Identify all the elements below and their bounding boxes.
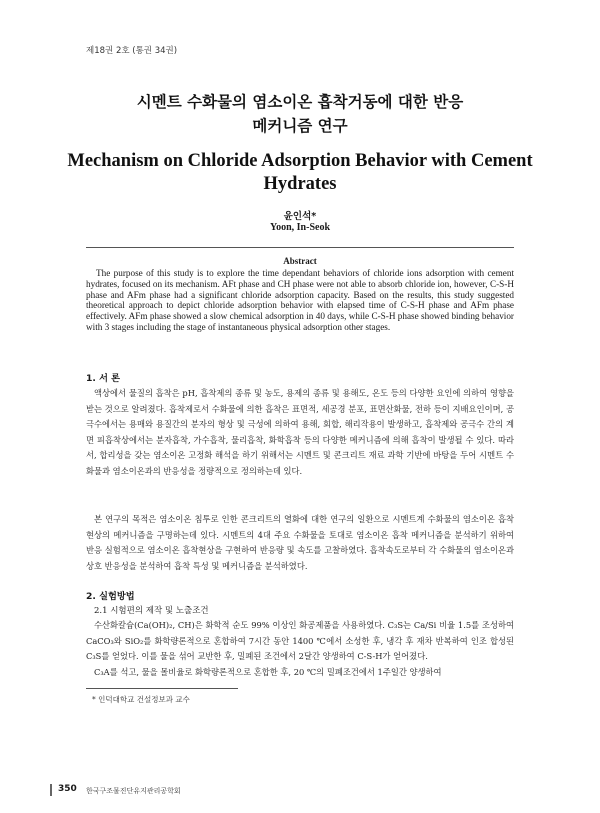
section-introduction-heading: 1. 서 론 [86,373,121,384]
footer-bar [50,784,52,796]
methods-paragraph-1: 수산화칼슘(Ca(OH)₂, CH)은 화학적 순도 99% 이상인 화공제품을 사용하였다. C₃S는 Ca/Si 비율 1.5를 조성하여 CaCO₃와 SiO₂를 화학량론적으로 혼합하여 7시간 동안 1400 ℃에서 소성한 후, 냉각 후 재차 반복하여 인조 합성된 C₃S를 얻었다. 이를 물을 섞어 교반한 후, 밀폐된 조건에서 2달간 양생하여 C-S-H가 얻어졌다. [86,620,514,662]
abstract-top-rule [86,247,514,248]
english-title-line2: Hydrates [263,174,337,194]
introduction-paragraph-2: 본 연구의 목적은 염소이온 침투로 인한 콘크리트의 열화에 대한 연구의 일환으로 시멘트계 수화물의 염소이온 흡착 현상의 메커니즘을 구명하는데 있다. 시멘트의 4대 주요 수화물을 토대로 염소이온 흡착 메커니즘을 분석하기 위하여 반응 실험적으로 염소이온 흡착현상을 구현하여 반응량 및 속도를 고찰하였다. 흡착속도로부터 각 수화물의 염소이온과 상호 반응성을 분석하여 흡착 특성 및 메커니즘을 분석하였다. [86,514,514,571]
korean-title-line1: 시멘트 수화물의 염소이온 흡착거동에 대한 반응 [136,93,464,111]
journal-volume: 제18권 2호 (통권 34권) [86,46,178,56]
section-methods-heading: 2. 실험방법 [86,591,135,602]
methods-paragraph-2: C₃A를 석고, 물을 몰비율로 화학량론적으로 혼합한 후, 20 ℃의 밀폐조건에서 1주일간 양생하여 [94,667,442,677]
methods-subheading: 2.1 시험편의 제작 및 노출조건 [94,606,209,616]
footnote-rule [86,688,238,689]
english-title [60,150,540,196]
abstract-heading: Abstract [283,256,317,266]
korean-title-line2: 메커니즘 연구 [252,117,348,135]
journal-name: 한국구조물진단유지관리공학회 [86,787,181,795]
author-affiliation-footnote: * 인덕대학교 건설정보과 교수 [92,695,190,704]
introduction-paragraph-1: 액상에서 물질의 흡착은 pH, 흡착제의 종류 및 농도, 용제의 종류 및 용해도, 온도 등의 다양한 요인에 의하여 영향을 받는 것으로 알려졌다. 흡착제로서 수화물에 의한 흡착은 표면적, 세공경 분포, 표면산화물, 전하 등이 지배요인이며, 공극수에서는 용매와 용질간의 분자의 형상 및 극성에 의하여 용해, 회합, 해리작용이 발생하고, 흡착제와 공극수 간의 계면 피흡착상에서는 분자흡착, 가수흡착, 물리흡착, 화학흡착 등의 다양한 메커니즘에 의해 흡착이 발생될 수 있다. 따라서, 합리성을 갖는 염소이온 고정화 해석을 하기 위해서는 시멘트 및 콘크리트 재료 과학 기반에 바탕을 두어 시멘트 수화물과 염소이온과의 반응성을 정량적으로 정의하는데 있다. [86,388,514,476]
korean-title [60,90,540,138]
author-korean: 윤인석* [283,211,317,222]
page-number: 350 [58,784,77,794]
author-english: Yoon, In-Seok [269,222,331,233]
english-title-line1: Mechanism on Chloride Adsorption Behavior with Cement [67,151,533,171]
abstract-text: The purpose of this study is to explore the time dependant behaviors of chloride ions adsorption with cement hydrates, focused on its mechanism. AFt phase and CH phase were not able to absorb chloride ion, however, C-S-H phase and AFm phase had a significant chloride adsorption capacity. Based on the results, this study suggested theoretical approach to depict chloride adsorption behavior with elapsed time of C-S-H phase and AFm phase effectively. AFm phase showed a slow chemical adsorption in 40 days, while C-S-H phase showed binding behavior with 3 stages including the stage of instantaneous physical adsorption other stages. [86,268,514,332]
